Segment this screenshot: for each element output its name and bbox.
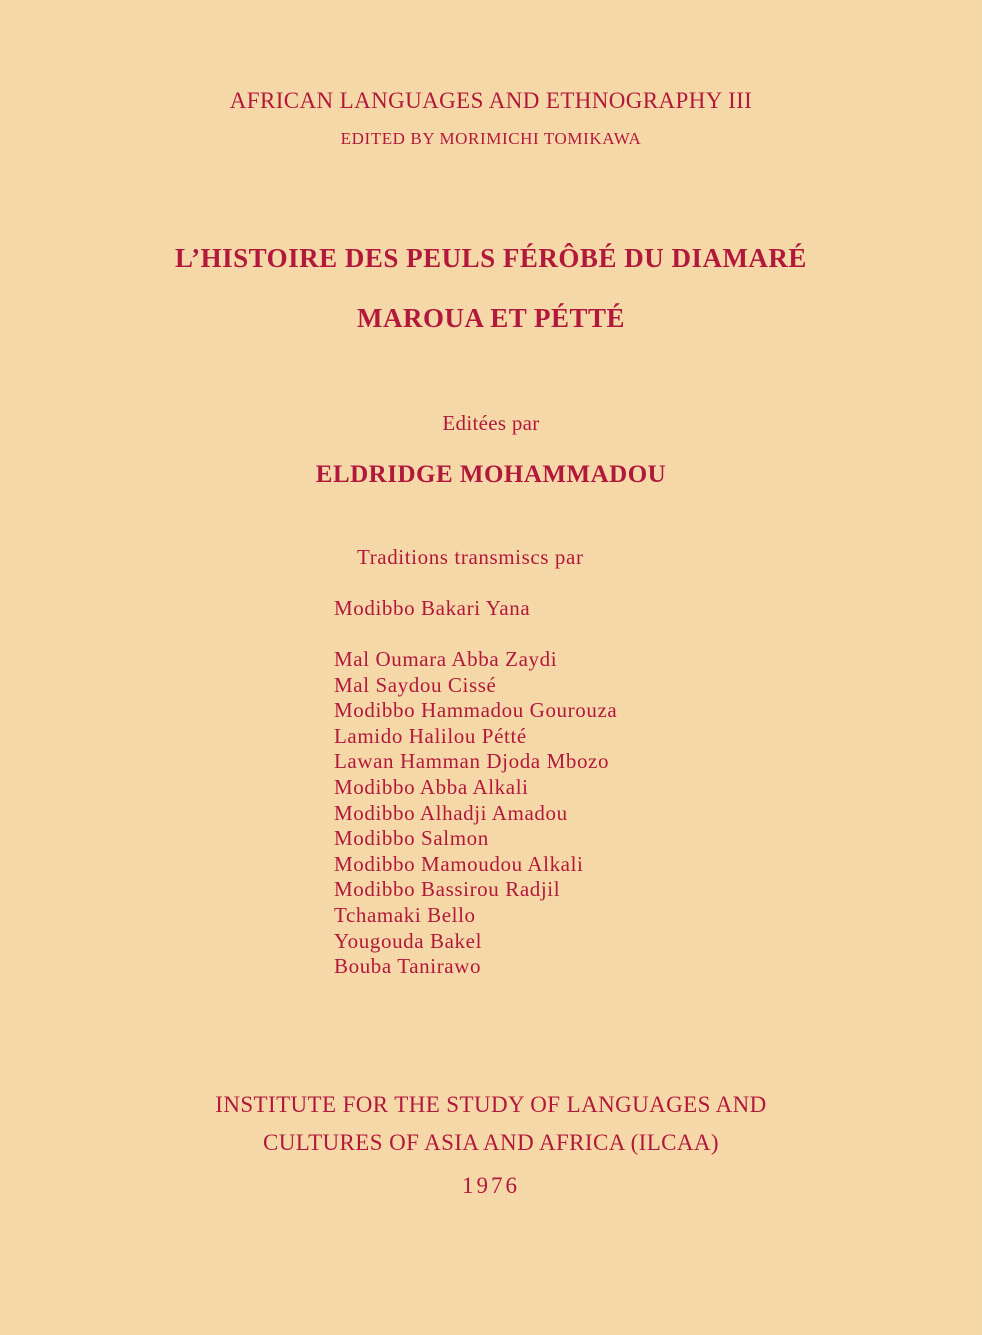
first-contributor: Modibbo Bakari Yana <box>334 596 531 620</box>
list-item: Bouba Tanirawo <box>334 954 482 979</box>
publisher-line-1: INSTITUTE FOR THE STUDY OF LANGUAGES AND <box>215 1092 767 1117</box>
list-item: Modibbo Abba Alkali <box>334 774 529 799</box>
list-item: Modibbo Salmon <box>334 826 489 851</box>
list-item: Yougouda Bakel <box>334 928 483 953</box>
list-item: Lamido Halilou Pétté <box>334 723 527 748</box>
list-item: Modibbo Mamoudou Alkali <box>334 851 584 876</box>
list-item: Tchamaki Bello <box>334 902 476 927</box>
list-item: Modibbo Hammadou Gourouza <box>334 698 618 723</box>
list-item: Mal Oumara Abba Zaydi <box>334 647 558 671</box>
traditions-label: Traditions transmiscs par <box>357 545 584 569</box>
book-title-line-1: L’HISTOIRE DES PEULS FÉRÔBÉ DU DIAMARÉ <box>175 243 807 273</box>
series-editor: EDITED BY MORIMICHI TOMIKAWA <box>340 129 642 148</box>
list-item: Modibbo Bassirou Radjil <box>334 877 561 902</box>
list-item: Modibbo Alhadji Amadou <box>334 800 568 825</box>
publisher-line-2: CULTURES OF ASIA AND AFRICA (ILCAA) <box>263 1130 719 1155</box>
list-item: Lawan Hamman Djoda Mbozo <box>334 749 610 774</box>
list-item: Mal Saydou Cissé <box>334 672 497 697</box>
series-title: AFRICAN LANGUAGES AND ETHNOGRAPHY III <box>229 88 753 113</box>
contributor-list <box>334 647 617 980</box>
publication-year: 1976 <box>462 1173 520 1198</box>
author-name: ELDRIDGE MOHAMMADOU <box>315 461 667 488</box>
book-title-line-2: MAROUA ET PÉTTÉ <box>356 303 626 333</box>
edited-by-label: Editées par <box>442 411 540 435</box>
